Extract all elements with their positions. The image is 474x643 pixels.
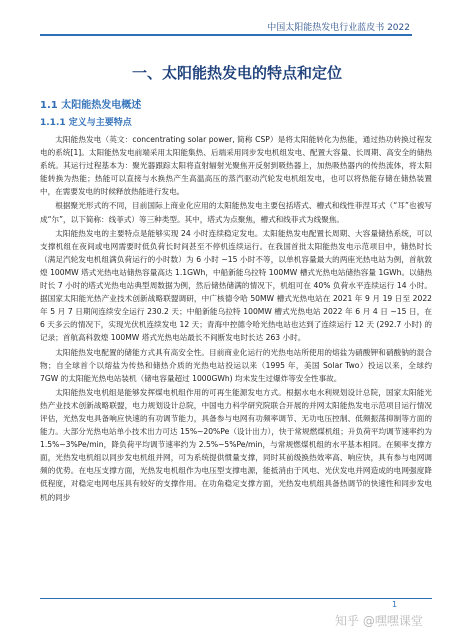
section-title: 一、太阳能热发电的特点和定位	[131, 64, 342, 82]
paragraph: 太阳能热发电（英文：concentrating solar power, 简称 CSP）是将太阳能转化为热能，通过热功转换过程发电的系统[1]。太阳能热发电前端采用太阳能集热、后端采用同步发电机组发电、配置大容量、长周期、高安全的储热系统。其运行过程基本为：聚光器跟踪太阳将直射辐射光聚焦开反射到吸热器上，加热吸热器内的传热流体，将太阳能转换为热能；热能可以直接与水换热产生高温高压的蒸汽驱动汽轮发电机组发电，也可以将热能存储在储热装置中，在需要发电的时候释放热能进行发电。	[40, 135, 432, 197]
page-number: 1	[392, 600, 398, 609]
body-text	[40, 133, 432, 505]
footer-rule	[40, 598, 432, 599]
page-header	[0, 0, 474, 44]
paragraph: 太阳能热发电配置的储能方式具有高安全性。目前商业化运行的光热电站所使用的熔盐为硝酸钾和硝酸钠的混合物；自全球首个以熔盐为传热和储热介质的光热电站投运以来（1995 年，美国 Solar Two）投运以来，全球约 7GW 的太阳能光热电站装机（储电容量超过 1000GWh) 均未发生过爆炸等安全性事故。	[40, 347, 432, 383]
header-rule	[40, 34, 412, 36]
subsubsection-title: 1.1.1 定义与主要特点	[40, 118, 132, 128]
paragraph: 根据聚光形式的不同，目前国际上商业化应用的太阳能热发电主要包括塔式、槽式和线性菲涅耳式（“耳”也被写成“尔”，以下简称：线菲式）等三种类型。其中，塔式为点聚焦，槽式和线菲式为线聚焦。	[40, 201, 432, 224]
paragraph: 太阳能热发电的主要特点是能够实现 24 小时连续稳定发电。太阳能热发电配置长周期、大容量储热系统，可以支撑机组在夜间或电网需要时低负荷长时间甚至不停机连续运行。在我国首批太阳能热发电示范项目中，储热时长（满足汽轮发电机组满负荷运行的小时数）为 6 小时 ~15 小时不等，以单机容量最大的两座光热电站为例，首航敦煌 100MW 塔式光热电站储热容量高达 1.1GWh，中船新能乌拉特 100MW 槽式光热电站储热容量 1GWh。以储热时长 7 小时的塔式光热电站典型周数据为例，然后储热储满的情况下，机组可在 40% 负荷水平连续运行 14 小时。据国家太阳能光热产业技术创新战略联盟调研，中广核德令哈 50MW 槽式光热电站在 2021 年 9 月 19 日至 2022 年 5 月 7 日期间连续安全运行 230.2 天；中船新能乌拉特 100MW 槽式光热电站 2022 年 6 月 4 日 ~15 日，在 6 天多云的情况下，实现光伏机连续发电 12 天；青海中控德令哈光热电站也达到了连续运行 12 天 (292.7 小时) 的记录；首航高科敦煌 100MW 塔式光热电站最长不间断发电时长达 263 小时。	[40, 228, 432, 343]
paragraph: 太阳能热发电机组是能够发挥煤电机组作用的可再生能源发电方式。根据水电水利规划设计总院，国家太阳能光热产业技术创新战略联盟，电力规划设计总院，中国电力科学研究院联合开展的并网太阳能热发电示范项目运行情况评估，光热发电具备响应快速的有功调节能力，具备参与电网有功频率调节、无功电压控制、低频振荡抑制等方面的能力。大部分光热电站单小技术出力可达 15%~20%Pe（设计出力），快于常规燃煤机组；升负荷平均调节速率约为 1.5%~3%Pe/min，降负荷平均调节速率约为 2.5%~5%Pe/min，与常规燃煤机组的水平基本相同。在频率支撑方面，光热发电机组以同步发电机组并网，可为系统提供惯量支撑，同时其前级换热效率高、响应快，具有参与电网调频的优势。在电压支撑方面，光热发电机组作为电压型支撑电源，能抵消由于风电、光伏发电并网造成的电网强度降低程度，对稳定电网电压具有较好的支撑作用。在功角稳定支撑方面，光热发电机组具备热调节的快速性和同步发电机的同步	[40, 387, 432, 502]
header-title: 中国太阳能热发电行业蓝皮书 2022	[267, 23, 410, 33]
watermark-text: 知乎 @嘿嘿课堂	[335, 614, 423, 628]
subsection-title: 1.1 太阳能热发电概述	[40, 100, 142, 111]
watermark	[335, 612, 423, 629]
